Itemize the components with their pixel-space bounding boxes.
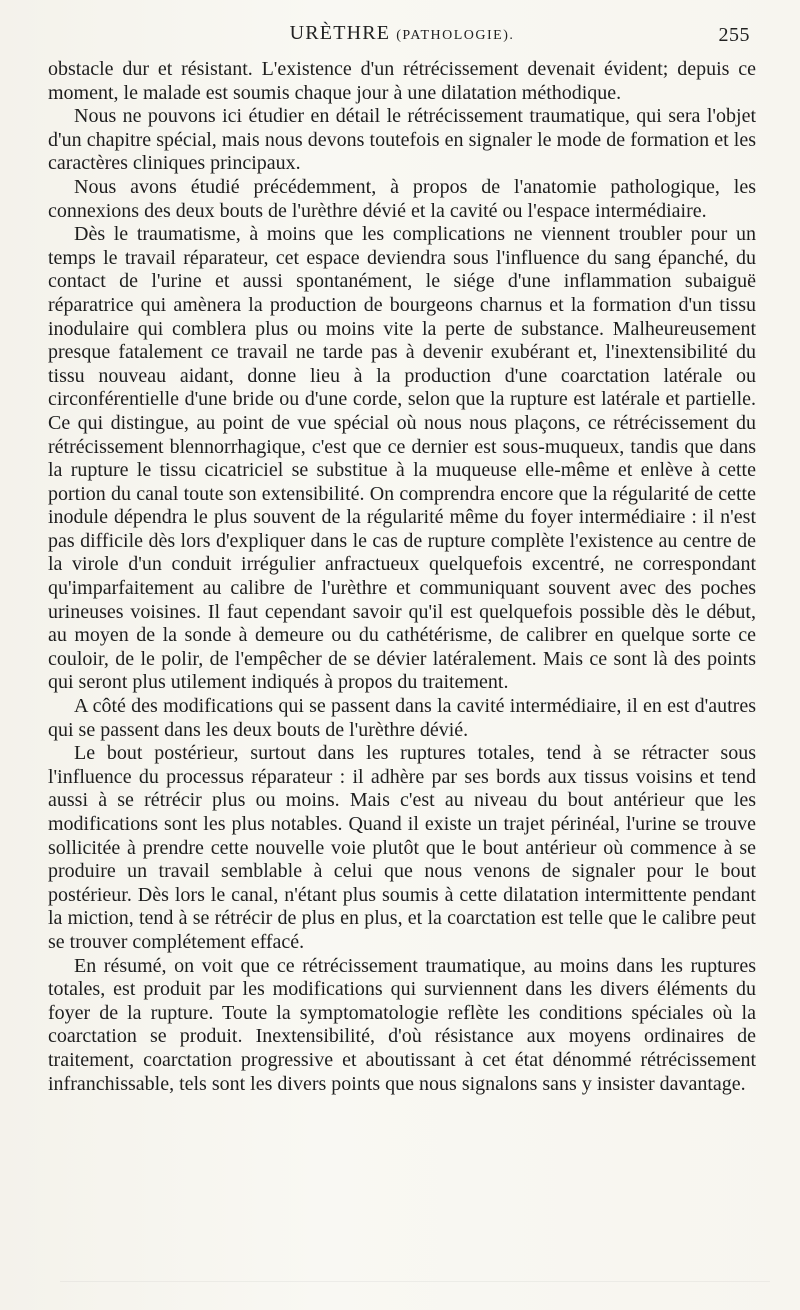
body-text — [48, 58, 756, 1096]
paragraph: En résumé, on voit que ce rétrécissement traumatique, au moins dans les ruptures totales, est produit par les modifications qui surviennent dans les divers éléments du foyer de la rupture. Toute la symptomatologie reflète les conditions spéciales où la coarctation se produit. Inextensibilité, d'où résistance aux moyens ordinaires de traitement, coarctation progressive et aboutissant à cet état dénommé rétrécissement infranchissable, tels sont les divers points que nous signalons sans y insister davantage. — [48, 954, 756, 1095]
page-edge-shadow — [60, 1281, 770, 1302]
paragraph: Nous avons étudié précédemment, à propos de l'anatomie pathologique, les connexions des deux bouts de l'urèthre dévié et la cavité ou l'espace intermédiaire. — [48, 175, 756, 222]
paragraph: Nous ne pouvons ici étudier en détail le rétrécissement traumatique, qui sera l'objet d'un chapitre spécial, mais nous devons toutefois en signaler le mode de formation et les caractères cliniques principaux. — [48, 105, 756, 175]
paragraph: Le bout postérieur, surtout dans les ruptures totales, tend à se rétracter sous l'influence du processus réparateur : il adhère par ses bords aux tissus voisins et tend aussi à se rétrécir plus ou moins. Mais c'est au niveau du bout antérieur que les modifications sont les plus notables. Quand il existe un trajet périnéal, l'urine se trouve sollicitée à prendre cette nouvelle voie plutôt que le bout antérieur où commence à se produire un travail semblable à celui que nous venons de signaler pour le bout postérieur. Dès lors le canal, n'étant plus soumis à cette dilatation intermittente pendant la miction, tend à se rétrécir de plus en plus, et la coarctation est telle que le calibre peut se trouver complétement effacé. — [48, 742, 756, 953]
running-head-subtitle: (PATHOLOGIE). — [396, 28, 515, 43]
paragraph-continuation: obstacle dur et résistant. L'existence d'un rétrécissement devenait évident; depuis ce moment, le malade est soumis chaque jour à une dilatation méthodique. — [48, 58, 756, 104]
paragraph: Dès le traumatisme, à moins que les complications ne viennent troubler pour un temps le travail réparateur, cet espace deviendra sous l'influence du sang épanché, du contact de l'urine et aussi spontanément, le siége d'une inflammation subaiguë réparatrice qui amènera la production de bourgeons charnus et la formation d'un tissu inodulaire qui comblera plus ou moins vite la perte de substance. Malheureusement presque fatalement ce travail ne tarde pas à devenir exubérant et, l'inextensibilité du tissu nouveau aidant, donne lieu à la production d'une coarctation latérale ou circonférentielle d'une bride ou d'une corde, selon que la rupture est latérale et partielle. Ce qui distingue, au point de vue spécial où nous nous plaçons, ce rétrécissement du rétrécissement blennorrhagique, c'est que ce dernier est sous-muqueux, tandis que dans la rupture le tissu cicatriciel se substitue à la muqueuse elle-même et enlève à cette portion du canal toute son extensibilité. On comprendra encore que la régularité de cette inodule dépendra le plus souvent de la régularité même du foyer intermédiaire : il n'est pas difficile dès lors d'expliquer dans le cas de rupture complète l'existence au centre de la virole d'un conduit irrégulier anfractueux quelquefois excentré, ne correspondant qu'imparfaitement au calibre de l'urèthre et communiquant souvent avec des poches urineuses voisines. Il faut cependant savoir qu'il est quelquefois possible dès le début, au moyen de la sonde à demeure ou du cathétérisme, de calibrer en quelque sorte ce couloir, de le polir, de l'empêcher de se dévier latéralement. Mais ce sont là des points qui seront plus utilement indiqués à propos du traitement. — [48, 223, 756, 694]
page-number: 255 — [718, 24, 750, 46]
running-head — [48, 22, 756, 52]
running-head-title: URÈTHRE — [289, 22, 391, 44]
paragraph: A côté des modifications qui se passent dans la cavité intermédiaire, il en est d'autres qui se passent dans les deux bouts de l'urèthre dévié. — [48, 695, 756, 741]
